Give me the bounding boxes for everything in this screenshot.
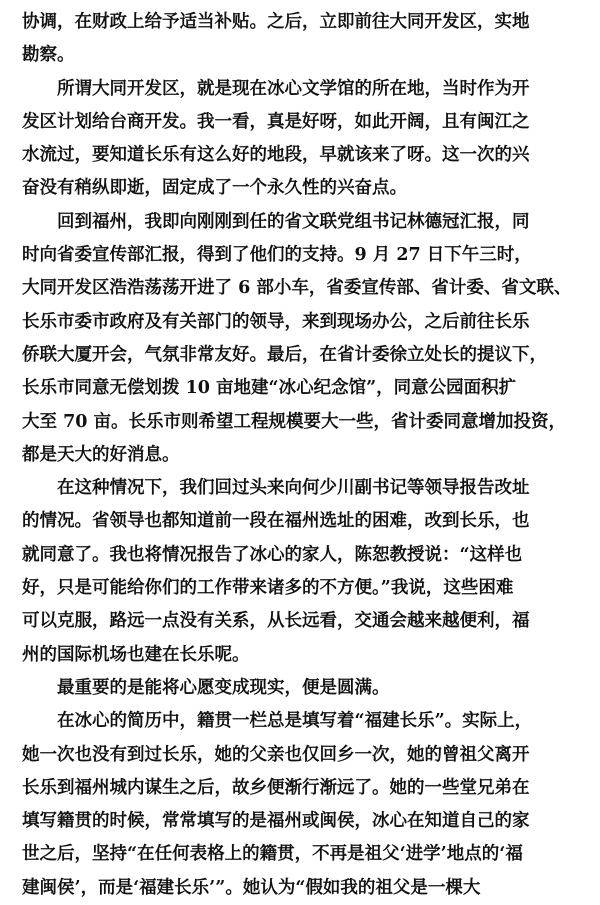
text-line: 勘察。 <box>22 45 75 66</box>
text-line: 时向省委宣传部汇报，得到了他们的支持。9 月 27 日下午三时， <box>22 245 532 266</box>
text-line: 协调，在财政上给予适当补贴。之后，立即前往大同开发区，实地 <box>22 12 530 32</box>
document-page <box>22 6 578 905</box>
text-line: 大同开发区浩浩荡荡开进了 6 部小车，省委宣传部、省计委、省文联、 <box>22 278 572 299</box>
paragraph-2 <box>22 73 578 206</box>
paragraph-4 <box>22 472 578 672</box>
text-line: 最重要的是能将心愿变成现实，便是圆满。 <box>57 677 390 698</box>
text-line: 州的国际机场也建在长乐呢。 <box>22 644 250 665</box>
text-line: 她一次也没有到过长乐，她的父亲也仅回乡一次，她的曾祖父离开 <box>22 744 530 765</box>
text-line: 好，只是可能给你们的工作带来诸多的不方便。”我说，这些困难 <box>22 578 514 599</box>
text-line: 世之后，坚持“在任何表格上的籍贯，不再是祖父‘进学’地点的‘福 <box>22 844 523 865</box>
text-line: 在冰心的简历中，籍贯一栏总是填写着“福建长乐”。实际上， <box>57 711 533 732</box>
text-line: 侨联大厦开会，气氛非常友好。最后，在省计委徐立处长的提议下， <box>22 344 547 365</box>
text-line: 都是天大的好消息。 <box>22 444 180 465</box>
paragraph-3 <box>22 206 578 472</box>
paragraph-5 <box>22 672 578 705</box>
paragraph-1 <box>22 6 578 73</box>
text-line: 长乐到福州城内谋生之后，故乡便渐行渐远了。她的一些堂兄弟在 <box>22 777 530 798</box>
text-line: 回到福州，我即向刚刚到任的省文联党组书记林德冠汇报，同 <box>57 211 530 232</box>
text-line: 填写籍贯的时候，常常填写的是福州或闽侯，冰心在知道自己的家 <box>22 811 530 832</box>
text-line: 在这种情况下，我们回过头来向何少川副书记等领导报告改址 <box>57 478 530 499</box>
text-line: 所谓大同开发区，就是现在冰心文学馆的所在地，当时作为开 <box>57 78 530 99</box>
text-line: 奋没有稍纵即逝，固定成了一个永久性的兴奋点。 <box>22 178 407 199</box>
text-line: 发区计划给台商开发。我一看，真是好呀，如此开阔，且有闽江之 <box>22 111 530 132</box>
text-line: 就同意了。我也将情况报告了冰心的家人，陈恕教授说：“这样也 <box>22 544 523 565</box>
paragraph-6 <box>22 705 578 905</box>
text-line: 长乐市同意无偿划拨 10 亩地建“冰心纪念馆”，同意公园面积扩 <box>22 378 517 399</box>
text-line: 的情况。省领导也都知道前一段在福州选址的困难，改到长乐，也 <box>22 511 530 532</box>
text-line: 水流过，要知道长乐有这么好的地段，早就该来了呀。这一次的兴 <box>22 145 530 166</box>
text-line: 建闽侯’，而是‘福建长乐’”。她认为“假如我的祖父是一棵大 <box>22 877 481 898</box>
text-line: 可以克服，路远一点没有关系，从长远看，交通会越来越便利，福 <box>22 611 530 632</box>
text-line: 大至 70 亩。长乐市则希望工程规模要大一些，省计委同意增加投资， <box>22 411 567 432</box>
text-line: 长乐市委市政府及有关部门的领导，来到现场办公，之后前往长乐 <box>22 311 530 332</box>
